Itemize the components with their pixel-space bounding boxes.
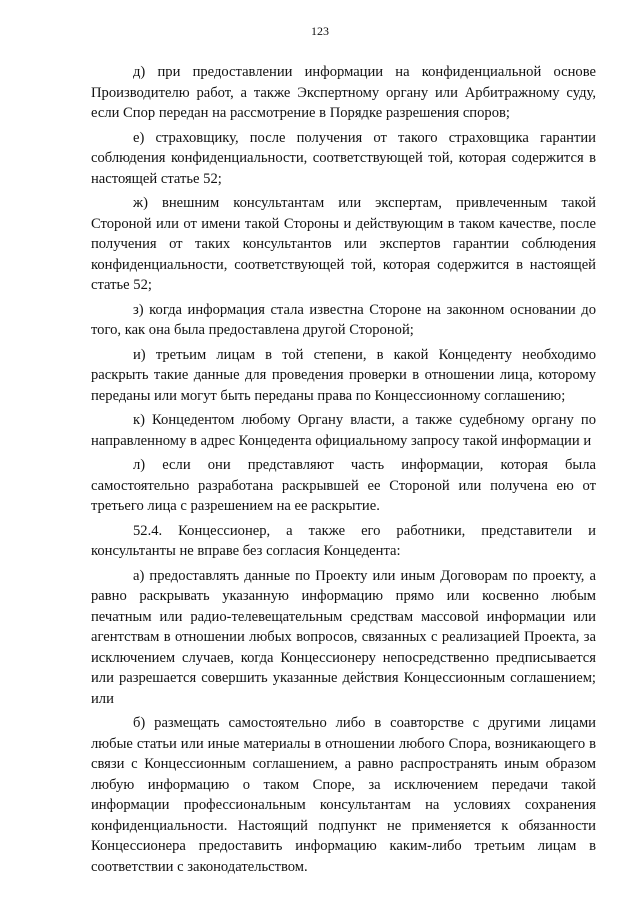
paragraph-item-i: и) третьим лицам в той степени, в какой Концеденту необходимо раскрыть такие данные для проведения проверки в отношении лица, которому переданы или могут быть переданы права по Концессионному соглашению; [91, 346, 596, 404]
paragraph-item-k: к) Концедентом любому Органу власти, а также судебному органу по направленному в адрес Концедента официальному запросу такой информации и [91, 412, 596, 449]
page-number: 123 [311, 24, 329, 38]
paragraph-item-e: е) страховщику, после получения от такого страховщика гарантии соблюдения конфиденциальности, соответствующей той, которая содержится в настоящей статье 52; [91, 129, 596, 187]
paragraph-item-zh: ж) внешним консультантам или экспертам, привлеченным такой Стороной или от имени такой Стороны и действующим в таком качестве, после получения от таких консультантов или экспертов гарантии соблюдения конфиденциальности, соответствующей той, которая содержится в настоящей статье 52; [91, 195, 596, 293]
paragraph-clause-52-4: 52.4. Концессионер, а также его работники, представители и консультанты не вправе без согласия Концедента: [91, 522, 596, 559]
paragraph-item-b: б) размещать самостоятельно либо в соавторстве с другими лицами любые статьи или иные материалы в отношении любого Спора, возникающего в связи с Концессионным соглашением, а равно распространять иным образом любую информацию о таком Споре, за исключением передачи такой информации профессиональным консультантам на условиях сохранения конфиденциальности. Настоящий подпункт не применяется к обязанности Концессионера предоставить информацию каким-либо третьим лицам в соответствии с законодательством. [91, 715, 596, 875]
paragraph-item-d: д) при предоставлении информации на конфиденциальной основе Производителю работ, а также Экспертному органу или Арбитражному суду, если Спор передан на рассмотрение в Порядке разрешения споров; [91, 64, 596, 121]
document-body [91, 62, 596, 881]
paragraph-item-a: а) предоставлять данные по Проекту или иным Договорам по проекту, а равно раскрывать указанную информацию прямо или косвенно любым печатным или радио-телевещательным средствам массовой информации или агентствам в отношении любых вопросов, связанных с реализацией Проекта, за исключением случаев, когда Концессионеру непосредственно предписывается или разрешается совершить указанные действия Концессионным соглашением; или [91, 567, 596, 707]
paragraph-item-z: з) когда информация стала известна Стороне на законном основании до того, как она была предоставлена другой Стороной; [91, 301, 596, 338]
paragraph-item-l: л) если они представляют часть информации, которая была самостоятельно разработана раскрывшей ее Стороной или получена ею от третьего лица с разрешением на ее раскрытие. [91, 457, 596, 514]
